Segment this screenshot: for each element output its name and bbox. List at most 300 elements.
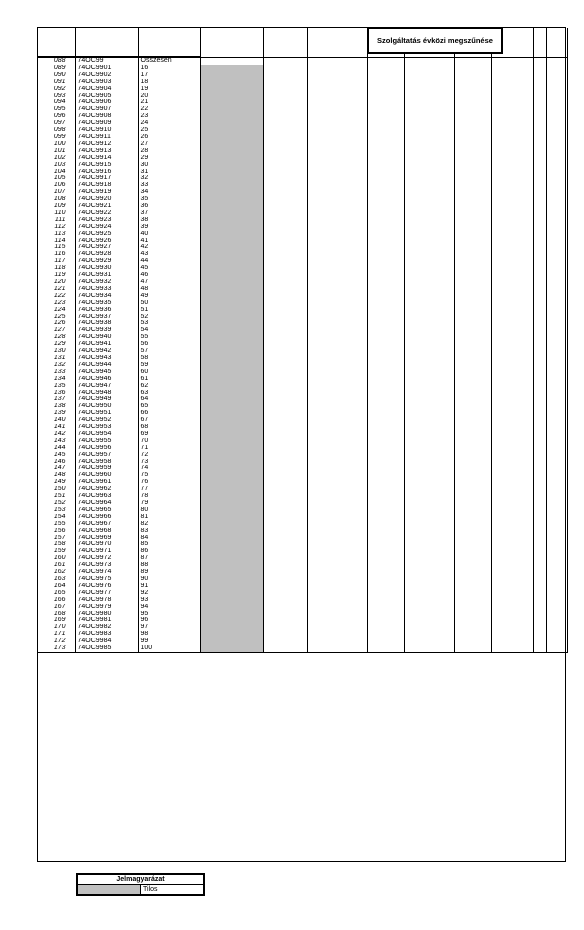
table-row	[38, 486, 567, 493]
data-cell	[404, 376, 454, 383]
row-number-cell: 121	[38, 286, 75, 293]
code-cell: 74OC9933	[75, 286, 138, 293]
data-cell	[454, 314, 491, 321]
data-cell	[200, 424, 263, 431]
row-number-cell: 158	[38, 541, 75, 548]
data-cell	[307, 65, 367, 72]
table-row	[38, 521, 567, 528]
data-cell	[404, 79, 454, 86]
data-cell	[307, 390, 367, 397]
data-cell	[404, 106, 454, 113]
data-cell	[533, 645, 546, 652]
item-cell: 40	[138, 231, 200, 238]
code-cell: 74OC9960	[75, 472, 138, 479]
data-cell	[454, 638, 491, 645]
code-cell: 74OC9954	[75, 431, 138, 438]
item-cell: 61	[138, 376, 200, 383]
data-cell	[491, 355, 533, 362]
data-cell	[546, 120, 567, 127]
row-number-cell: 118	[38, 265, 75, 272]
data-cell	[454, 617, 491, 624]
data-cell	[404, 479, 454, 486]
data-cell	[263, 244, 307, 251]
data-cell	[546, 493, 567, 500]
item-cell: 22	[138, 106, 200, 113]
data-cell	[200, 265, 263, 272]
data-cell	[546, 362, 567, 369]
data-cell	[491, 590, 533, 597]
data-cell	[454, 182, 491, 189]
data-cell	[200, 65, 263, 72]
data-cell	[491, 424, 533, 431]
data-cell	[307, 576, 367, 583]
item-cell: 96	[138, 617, 200, 624]
data-cell	[491, 231, 533, 238]
data-cell	[546, 251, 567, 258]
data-cell	[404, 493, 454, 500]
code-cell: 74OC9950	[75, 403, 138, 410]
data-cell	[533, 410, 546, 417]
code-cell: 74OC9914	[75, 155, 138, 162]
row-number-cell: 131	[38, 355, 75, 362]
data-cell	[533, 590, 546, 597]
item-cell: 18	[138, 79, 200, 86]
data-cell	[404, 604, 454, 611]
row-number-cell: 149	[38, 479, 75, 486]
data-cell	[200, 472, 263, 479]
data-cell	[307, 417, 367, 424]
data-cell	[533, 424, 546, 431]
data-cell	[454, 521, 491, 528]
data-cell	[533, 251, 546, 258]
data-cell	[200, 141, 263, 148]
data-cell	[307, 244, 367, 251]
data-cell	[491, 383, 533, 390]
data-cell	[263, 320, 307, 327]
data-cell	[367, 79, 404, 86]
data-cell	[404, 286, 454, 293]
code-cell: 74OC9921	[75, 203, 138, 210]
data-cell	[533, 286, 546, 293]
data-cell	[533, 569, 546, 576]
data-cell	[454, 341, 491, 348]
item-cell: 68	[138, 424, 200, 431]
data-cell	[533, 320, 546, 327]
data-cell	[533, 348, 546, 355]
data-cell	[454, 175, 491, 182]
table-row	[38, 196, 567, 203]
data-cell	[263, 369, 307, 376]
code-cell: 74OC9949	[75, 396, 138, 403]
data-cell	[404, 521, 454, 528]
data-cell	[454, 286, 491, 293]
data-cell	[263, 79, 307, 86]
data-cell	[263, 355, 307, 362]
data-cell	[367, 486, 404, 493]
data-cell	[404, 535, 454, 542]
row-number-cell: 169	[38, 617, 75, 624]
code-cell: 74OC9922	[75, 210, 138, 217]
item-cell: 82	[138, 521, 200, 528]
data-cell	[546, 376, 567, 383]
data-cell	[491, 224, 533, 231]
row-number-cell: 156	[38, 528, 75, 535]
item-cell: 54	[138, 327, 200, 334]
row-number-cell: 113	[38, 231, 75, 238]
data-cell	[491, 472, 533, 479]
data-cell	[454, 251, 491, 258]
data-cell	[263, 327, 307, 334]
data-cell	[367, 562, 404, 569]
data-cell	[263, 410, 307, 417]
data-cell	[263, 562, 307, 569]
data-cell	[307, 645, 367, 652]
data-cell	[491, 307, 533, 314]
data-cell	[263, 383, 307, 390]
data-cell	[200, 604, 263, 611]
data-cell	[200, 417, 263, 424]
data-cell	[491, 479, 533, 486]
row-number-cell: 153	[38, 507, 75, 514]
data-cell	[491, 120, 533, 127]
header-cell	[307, 28, 367, 57]
data-cell	[454, 486, 491, 493]
data-cell	[454, 624, 491, 631]
data-cell	[307, 465, 367, 472]
data-cell	[404, 369, 454, 376]
item-cell: 58	[138, 355, 200, 362]
code-cell: 74OC9974	[75, 569, 138, 576]
data-cell	[533, 258, 546, 265]
data-cell	[533, 113, 546, 120]
data-cell	[367, 514, 404, 521]
data-cell	[454, 162, 491, 169]
item-cell: 47	[138, 279, 200, 286]
data-cell	[367, 86, 404, 93]
data-cell	[263, 493, 307, 500]
table-row	[38, 86, 567, 93]
table-row	[38, 417, 567, 424]
header-cell	[138, 28, 200, 57]
data-cell	[491, 127, 533, 134]
data-cell	[454, 541, 491, 548]
row-number-cell: 111	[38, 217, 75, 224]
data-cell	[491, 169, 533, 176]
row-number-cell: 097	[38, 120, 75, 127]
data-cell	[263, 127, 307, 134]
data-cell	[533, 583, 546, 590]
item-cell: 44	[138, 258, 200, 265]
data-cell	[454, 113, 491, 120]
data-cell	[533, 521, 546, 528]
row-number-cell: 132	[38, 362, 75, 369]
data-cell	[533, 535, 546, 542]
data-cell	[533, 562, 546, 569]
data-cell	[454, 169, 491, 176]
code-cell: 74OC9937	[75, 314, 138, 321]
data-cell	[491, 617, 533, 624]
data-cell	[307, 175, 367, 182]
data-cell	[367, 604, 404, 611]
code-cell: 74OC9918	[75, 182, 138, 189]
data-cell	[367, 341, 404, 348]
data-cell	[546, 286, 567, 293]
data-cell	[404, 417, 454, 424]
data-cell	[404, 175, 454, 182]
data-cell	[404, 355, 454, 362]
data-cell	[454, 127, 491, 134]
data-cell	[263, 162, 307, 169]
data-cell	[454, 514, 491, 521]
data-cell	[263, 479, 307, 486]
item-cell: 81	[138, 514, 200, 521]
data-cell	[200, 113, 263, 120]
data-cell	[200, 134, 263, 141]
data-cell	[491, 583, 533, 590]
data-cell	[200, 334, 263, 341]
data-cell	[367, 293, 404, 300]
data-cell	[263, 583, 307, 590]
data-cell	[263, 231, 307, 238]
item-cell: 83	[138, 528, 200, 535]
data-cell	[200, 286, 263, 293]
code-cell: 74OC9926	[75, 238, 138, 245]
data-cell	[546, 521, 567, 528]
data-cell	[367, 251, 404, 258]
table-row	[38, 445, 567, 452]
data-cell	[404, 638, 454, 645]
data-cell	[454, 479, 491, 486]
data-cell	[307, 445, 367, 452]
row-number-cell: 119	[38, 272, 75, 279]
data-cell	[404, 196, 454, 203]
data-cell	[404, 217, 454, 224]
data-cell	[533, 231, 546, 238]
row-number-cell: 106	[38, 182, 75, 189]
data-cell	[307, 155, 367, 162]
row-number-cell: 136	[38, 390, 75, 397]
data-cell	[491, 162, 533, 169]
item-cell: 75	[138, 472, 200, 479]
data-cell	[533, 500, 546, 507]
table-row	[38, 57, 567, 65]
data-cell	[307, 555, 367, 562]
data-cell	[200, 279, 263, 286]
data-cell	[404, 120, 454, 127]
data-cell	[200, 535, 263, 542]
data-cell	[533, 528, 546, 535]
data-cell	[307, 348, 367, 355]
code-cell: 74OC9984	[75, 638, 138, 645]
data-cell	[263, 617, 307, 624]
item-cell: 30	[138, 162, 200, 169]
data-cell	[307, 327, 367, 334]
data-cell	[367, 127, 404, 134]
data-cell	[454, 410, 491, 417]
data-cell	[546, 141, 567, 148]
row-number-cell: 160	[38, 555, 75, 562]
data-cell	[546, 327, 567, 334]
code-cell: 74OC9916	[75, 169, 138, 176]
data-cell	[367, 155, 404, 162]
data-cell	[491, 196, 533, 203]
data-cell	[367, 203, 404, 210]
data-cell	[533, 396, 546, 403]
data-cell	[307, 300, 367, 307]
header-cell	[263, 28, 307, 57]
data-cell	[367, 244, 404, 251]
data-cell	[367, 403, 404, 410]
code-cell: 74OC9952	[75, 417, 138, 424]
data-cell	[546, 514, 567, 521]
data-cell	[367, 99, 404, 106]
data-cell	[454, 141, 491, 148]
data-cell	[200, 238, 263, 245]
data-cell	[263, 99, 307, 106]
data-cell	[367, 300, 404, 307]
row-number-cell: 115	[38, 244, 75, 251]
data-cell	[454, 224, 491, 231]
data-cell	[546, 645, 567, 652]
table-row	[38, 396, 567, 403]
row-number-cell: 147	[38, 465, 75, 472]
data-cell	[307, 217, 367, 224]
data-cell	[367, 217, 404, 224]
table-row	[38, 300, 567, 307]
data-cell	[546, 417, 567, 424]
data-cell	[533, 431, 546, 438]
data-cell	[546, 583, 567, 590]
data-cell	[491, 514, 533, 521]
data-cell	[367, 182, 404, 189]
data-cell	[263, 113, 307, 120]
data-cell	[533, 169, 546, 176]
table-row	[38, 624, 567, 631]
row-number-cell: 098	[38, 127, 75, 134]
data-cell	[367, 141, 404, 148]
item-cell: 31	[138, 169, 200, 176]
item-cell: 77	[138, 486, 200, 493]
table-row	[38, 383, 567, 390]
data-cell	[533, 120, 546, 127]
data-cell	[200, 155, 263, 162]
table-row	[38, 169, 567, 176]
data-cell	[454, 583, 491, 590]
table-row	[38, 424, 567, 431]
data-cell	[546, 148, 567, 155]
data-cell	[533, 486, 546, 493]
data-cell	[404, 569, 454, 576]
data-cell	[546, 162, 567, 169]
data-cell	[200, 217, 263, 224]
data-cell	[546, 341, 567, 348]
data-cell	[307, 86, 367, 93]
code-cell: 74OC9932	[75, 279, 138, 286]
data-cell	[263, 403, 307, 410]
data-cell	[491, 279, 533, 286]
data-cell	[546, 169, 567, 176]
table-row	[38, 369, 567, 376]
code-cell: 74OC9927	[75, 244, 138, 251]
code-cell: 74OC9924	[75, 224, 138, 231]
data-cell	[454, 376, 491, 383]
data-cell	[367, 307, 404, 314]
row-number-cell: 117	[38, 258, 75, 265]
data-cell	[263, 279, 307, 286]
data-cell	[307, 459, 367, 466]
row-number-cell: 138	[38, 403, 75, 410]
data-cell	[367, 113, 404, 120]
data-cell	[491, 79, 533, 86]
data-cell	[546, 617, 567, 624]
data-cell	[546, 244, 567, 251]
data-cell	[546, 638, 567, 645]
data-cell	[200, 631, 263, 638]
data-cell	[491, 238, 533, 245]
data-cell	[307, 383, 367, 390]
data-cell	[200, 493, 263, 500]
item-cell: 88	[138, 562, 200, 569]
row-number-cell: 139	[38, 410, 75, 417]
data-cell	[200, 182, 263, 189]
data-cell	[200, 624, 263, 631]
data-cell	[454, 210, 491, 217]
data-cell	[404, 141, 454, 148]
code-cell: 74OC9938	[75, 320, 138, 327]
item-cell: 23	[138, 113, 200, 120]
item-cell: 56	[138, 341, 200, 348]
item-cell: 91	[138, 583, 200, 590]
data-cell	[546, 224, 567, 231]
data-cell	[200, 369, 263, 376]
data-cell	[367, 396, 404, 403]
data-cell	[491, 645, 533, 652]
table-row	[38, 279, 567, 286]
code-cell: 74OC9904	[75, 86, 138, 93]
table-row	[38, 528, 567, 535]
data-cell	[307, 141, 367, 148]
data-cell	[404, 300, 454, 307]
data-cell	[404, 251, 454, 258]
data-cell	[367, 645, 404, 652]
data-cell	[533, 244, 546, 251]
data-cell	[367, 493, 404, 500]
data-cell	[454, 217, 491, 224]
table-row	[38, 535, 567, 542]
data-cell	[307, 265, 367, 272]
data-cell	[491, 555, 533, 562]
row-number-cell: 144	[38, 445, 75, 452]
table-row	[38, 286, 567, 293]
code-cell: 74OC9943	[75, 355, 138, 362]
data-cell	[367, 638, 404, 645]
data-cell	[533, 224, 546, 231]
data-cell	[454, 645, 491, 652]
data-cell	[200, 583, 263, 590]
code-cell: 74OC9976	[75, 583, 138, 590]
data-cell	[307, 376, 367, 383]
row-number-cell: 101	[38, 148, 75, 155]
table-row	[38, 576, 567, 583]
data-cell	[454, 231, 491, 238]
data-cell	[454, 555, 491, 562]
data-cell	[367, 210, 404, 217]
data-cell	[263, 148, 307, 155]
data-cell	[404, 548, 454, 555]
data-cell	[546, 238, 567, 245]
data-cell	[454, 438, 491, 445]
data-cell	[307, 93, 367, 100]
